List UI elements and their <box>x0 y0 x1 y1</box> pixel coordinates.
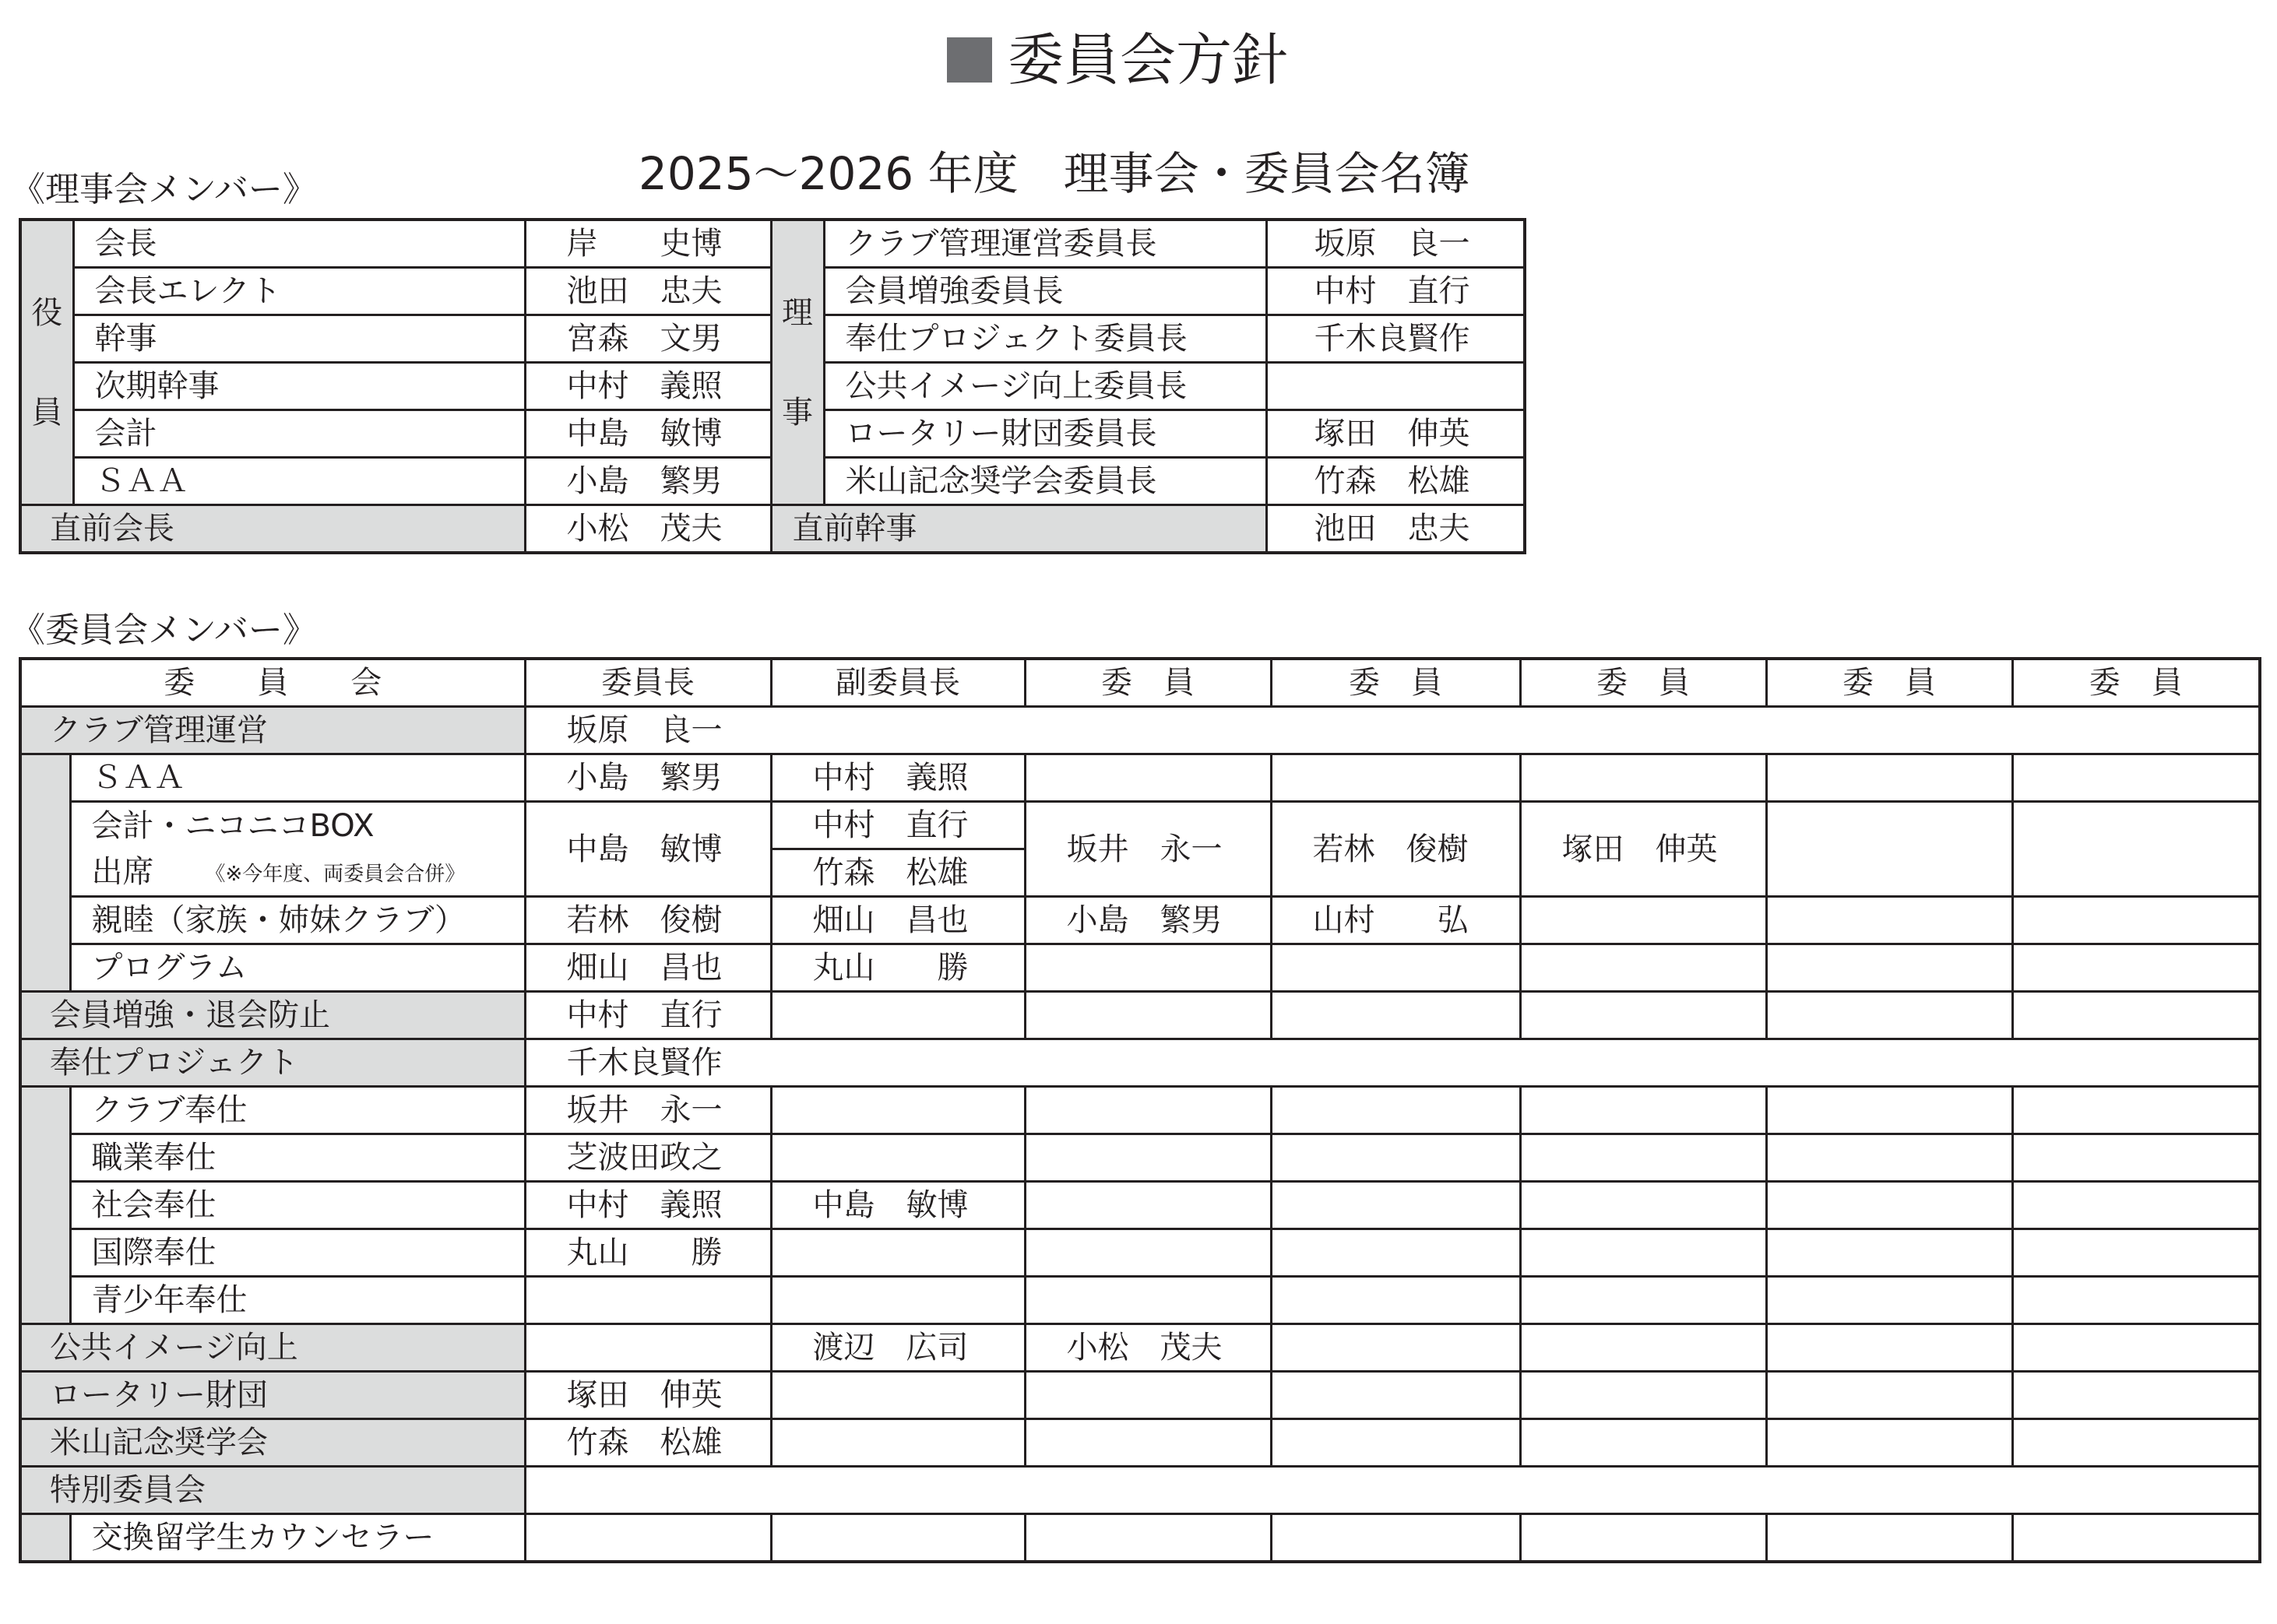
chair-cell: 畑山 昌也 <box>525 944 771 992</box>
column-header: 委 員 <box>1766 659 2012 707</box>
document-title: 2025～2026 年度 理事会・委員会名簿 <box>639 147 1470 200</box>
member-cell <box>1025 1277 1271 1324</box>
member-cell <box>1520 1134 1766 1182</box>
member-cell <box>1025 1087 1271 1134</box>
member-cell <box>1520 1277 1766 1324</box>
chair-cell: 坂井 永一 <box>525 1087 771 1134</box>
member-cell <box>1766 1514 2012 1562</box>
chair-cell: 坂原 良一 <box>525 707 2260 754</box>
chair-cell: 中村 義照 <box>525 1182 771 1229</box>
director-name-cell: 千木良賢作 <box>1266 315 1525 363</box>
director-role-cell: 会員増強委員長 <box>824 268 1266 315</box>
board-section-label: 《理事会メンバー》 <box>11 170 317 209</box>
chair-cell <box>525 1324 771 1372</box>
vice-chair-cell <box>771 1229 1025 1277</box>
column-header: 委 員 会 <box>20 659 525 707</box>
vice-chair-cell <box>771 1514 1025 1562</box>
vice-chair-cell <box>771 1134 1025 1182</box>
chair-cell <box>525 1467 2260 1514</box>
vice-chair-cell: 竹森 松雄 <box>771 849 1025 897</box>
chair-cell: 中村 直行 <box>525 992 771 1039</box>
vice-chair-cell <box>771 992 1025 1039</box>
vice-chair-cell: 丸山 勝 <box>771 944 1025 992</box>
board-member-table <box>19 218 1526 554</box>
committee-label: 交換留学生カウンセラー <box>70 1514 525 1562</box>
director-role-cell: クラブ管理運営委員長 <box>824 220 1266 268</box>
name-cell: 小松 茂夫 <box>525 505 771 554</box>
member-cell <box>2012 992 2260 1039</box>
member-cell <box>1271 1419 1520 1467</box>
member-cell <box>2012 1277 2260 1324</box>
table-row <box>20 707 2260 754</box>
member-cell <box>1271 1324 1520 1372</box>
table-row <box>20 1277 2260 1324</box>
member-cell <box>1766 1324 2012 1372</box>
committee-label: 米山記念奨学会 <box>20 1419 525 1467</box>
vice-chair-cell: 中村 義照 <box>771 754 1025 802</box>
committee-label: 出席 《※今年度、両委員会合併》 <box>70 849 525 897</box>
table-row <box>20 1182 2260 1229</box>
member-cell <box>1271 1182 1520 1229</box>
role-cell: 会計 <box>73 410 525 458</box>
chair-cell: 小島 繁男 <box>525 754 771 802</box>
member-cell <box>1766 1134 2012 1182</box>
member-cell <box>1025 1372 1271 1419</box>
director-name-cell: 坂原 良一 <box>1266 220 1525 268</box>
role-cell: 次期幹事 <box>73 363 525 410</box>
member-cell <box>2012 1514 2260 1562</box>
director-name-cell: 竹森 松雄 <box>1266 458 1525 505</box>
member-cell <box>1766 1087 2012 1134</box>
chair-cell: 中島 敏博 <box>525 802 771 897</box>
table-row <box>20 220 1525 268</box>
table-row <box>20 1467 2260 1514</box>
group-indent-cell <box>20 754 70 992</box>
chair-cell: 芝波田政之 <box>525 1134 771 1182</box>
member-cell <box>2012 1229 2260 1277</box>
table-row <box>20 1419 2260 1467</box>
member-cell <box>1025 1134 1271 1182</box>
table-row <box>20 1039 2260 1087</box>
member-cell <box>1520 1324 1766 1372</box>
member-cell <box>2012 1372 2260 1419</box>
column-header: 委 員 <box>1520 659 1766 707</box>
name-cell: 小島 繁男 <box>525 458 771 505</box>
table-header-row <box>20 659 2260 707</box>
merge-note: 《※今年度、両委員会合併》 <box>205 863 466 887</box>
member-cell <box>2012 1419 2260 1467</box>
vice-chair-cell <box>771 1277 1025 1324</box>
table-row <box>20 505 1525 554</box>
name-cell: 宮森 文男 <box>525 315 771 363</box>
vice-chair-cell: 中島 敏博 <box>771 1182 1025 1229</box>
director-role-cell: 奉仕プロジェクト委員長 <box>824 315 1266 363</box>
role-cell: 直前会長 <box>20 505 525 554</box>
member-cell <box>1025 754 1271 802</box>
member-cell: 坂井 永一 <box>1025 802 1271 897</box>
column-header: 委 員 <box>1271 659 1520 707</box>
director-role-cell: ロータリー財団委員長 <box>824 410 1266 458</box>
column-header: 副委員長 <box>771 659 1025 707</box>
committee-label: 特別委員会 <box>20 1467 525 1514</box>
member-cell <box>1520 1087 1766 1134</box>
committee-label: 社会奉仕 <box>70 1182 525 1229</box>
column-header: 委 員 <box>2012 659 2260 707</box>
committee-label: クラブ奉仕 <box>70 1087 525 1134</box>
member-cell <box>1766 754 2012 802</box>
vice-chair-cell: 渡辺 広司 <box>771 1324 1025 1372</box>
role-cell: 会長 <box>73 220 525 268</box>
member-cell <box>1520 1514 1766 1562</box>
member-cell <box>2012 1134 2260 1182</box>
member-cell <box>1766 992 2012 1039</box>
chair-cell: 若林 俊樹 <box>525 897 771 944</box>
officers-group-cell: 役 員 <box>20 220 73 505</box>
committee-label: 国際奉仕 <box>70 1229 525 1277</box>
member-cell <box>1520 1182 1766 1229</box>
member-cell <box>2012 1324 2260 1372</box>
member-cell: 小島 繁男 <box>1025 897 1271 944</box>
committee-label: 公共イメージ向上 <box>20 1324 525 1372</box>
member-cell <box>1520 897 1766 944</box>
table-row <box>20 1324 2260 1372</box>
chair-cell: 竹森 松雄 <box>525 1419 771 1467</box>
member-cell <box>1520 1229 1766 1277</box>
chair-cell <box>525 1277 771 1324</box>
name-cell: 池田 忠夫 <box>525 268 771 315</box>
table-row <box>20 1514 2260 1562</box>
table-row <box>20 992 2260 1039</box>
member-cell <box>1766 1182 2012 1229</box>
member-cell <box>1766 1229 2012 1277</box>
table-row <box>20 1372 2260 1419</box>
committee-label: クラブ管理運営 <box>20 707 525 754</box>
name-cell: 中島 敏博 <box>525 410 771 458</box>
committee-label: 親睦（家族・姉妹クラブ） <box>70 897 525 944</box>
column-header: 委 員 <box>1025 659 1271 707</box>
name-cell: 中村 義照 <box>525 363 771 410</box>
committee-label: 会計・ニコニコBOX <box>70 802 525 849</box>
member-cell <box>1025 944 1271 992</box>
committee-section-label: 《委員会メンバー》 <box>11 610 317 650</box>
vice-chair-cell: 中村 直行 <box>771 802 1025 849</box>
member-cell: 山村 弘 <box>1271 897 1520 944</box>
chair-cell <box>525 1514 771 1562</box>
member-cell <box>1025 1182 1271 1229</box>
director-name-cell: 中村 直行 <box>1266 268 1525 315</box>
member-cell <box>1271 1514 1520 1562</box>
table-row <box>20 1229 2260 1277</box>
committee-label: ＳＡＡ <box>70 754 525 802</box>
table-row <box>20 802 2260 849</box>
member-cell <box>1766 1372 2012 1419</box>
page-title: 委員会方針 <box>947 17 1288 103</box>
member-cell <box>2012 1182 2260 1229</box>
committee-label: 会員増強・退会防止 <box>20 992 525 1039</box>
committee-label: プログラム <box>70 944 525 992</box>
column-header: 委員長 <box>525 659 771 707</box>
committee-label: 青少年奉仕 <box>70 1277 525 1324</box>
member-cell <box>1271 754 1520 802</box>
member-cell <box>1520 944 1766 992</box>
member-cell <box>1520 1419 1766 1467</box>
name-cell: 岸 史博 <box>525 220 771 268</box>
member-cell <box>1271 1134 1520 1182</box>
member-cell <box>1025 1419 1271 1467</box>
director-name-cell: 塚田 伸英 <box>1266 410 1525 458</box>
table-row <box>20 944 2260 992</box>
square-bullet-icon <box>947 37 992 83</box>
member-cell <box>1025 1514 1271 1562</box>
member-cell: 小松 茂夫 <box>1025 1324 1271 1372</box>
committee-label: 奉仕プロジェクト <box>20 1039 525 1087</box>
member-cell <box>2012 944 2260 992</box>
member-cell <box>1766 944 2012 992</box>
chair-cell: 千木良賢作 <box>525 1039 2260 1087</box>
director-name-cell <box>1266 363 1525 410</box>
member-cell <box>1025 992 1271 1039</box>
name-cell: 池田 忠夫 <box>1266 505 1525 554</box>
member-cell: 塚田 伸英 <box>1520 802 1766 897</box>
directors-group-cell: 理 事 <box>771 220 824 505</box>
member-cell <box>1766 802 2012 897</box>
member-cell <box>1520 992 1766 1039</box>
group-indent-cell <box>20 1087 70 1324</box>
member-cell <box>2012 1087 2260 1134</box>
vice-chair-cell <box>771 1372 1025 1419</box>
table-row <box>20 897 2260 944</box>
committee-member-table <box>19 657 2261 1563</box>
chair-cell: 丸山 勝 <box>525 1229 771 1277</box>
table-row <box>20 1134 2260 1182</box>
role-cell: 会長エレクト <box>73 268 525 315</box>
member-cell <box>1271 1372 1520 1419</box>
committee-label: ロータリー財団 <box>20 1372 525 1419</box>
table-row <box>20 1087 2260 1134</box>
chair-cell: 塚田 伸英 <box>525 1372 771 1419</box>
member-cell <box>2012 754 2260 802</box>
member-cell <box>1271 1229 1520 1277</box>
vice-chair-cell <box>771 1419 1025 1467</box>
role-cell: 直前幹事 <box>771 505 1266 554</box>
committee-label: 職業奉仕 <box>70 1134 525 1182</box>
member-cell <box>1520 754 1766 802</box>
table-row <box>20 754 2260 802</box>
vice-chair-cell <box>771 1087 1025 1134</box>
vice-chair-cell: 畑山 昌也 <box>771 897 1025 944</box>
member-cell: 若林 俊樹 <box>1271 802 1520 897</box>
role-cell: ＳＡＡ <box>73 458 525 505</box>
member-cell <box>1025 1229 1271 1277</box>
director-role-cell: 公共イメージ向上委員長 <box>824 363 1266 410</box>
member-cell <box>1271 944 1520 992</box>
member-cell <box>1271 1087 1520 1134</box>
group-indent-cell <box>20 1514 70 1562</box>
member-cell <box>1766 1419 2012 1467</box>
member-cell <box>2012 897 2260 944</box>
director-role-cell: 米山記念奨学会委員長 <box>824 458 1266 505</box>
member-cell <box>2012 802 2260 897</box>
member-cell <box>1271 1277 1520 1324</box>
member-cell <box>1271 992 1520 1039</box>
member-cell <box>1766 1277 2012 1324</box>
role-cell: 幹事 <box>73 315 525 363</box>
member-cell <box>1766 897 2012 944</box>
member-cell <box>1520 1372 1766 1419</box>
